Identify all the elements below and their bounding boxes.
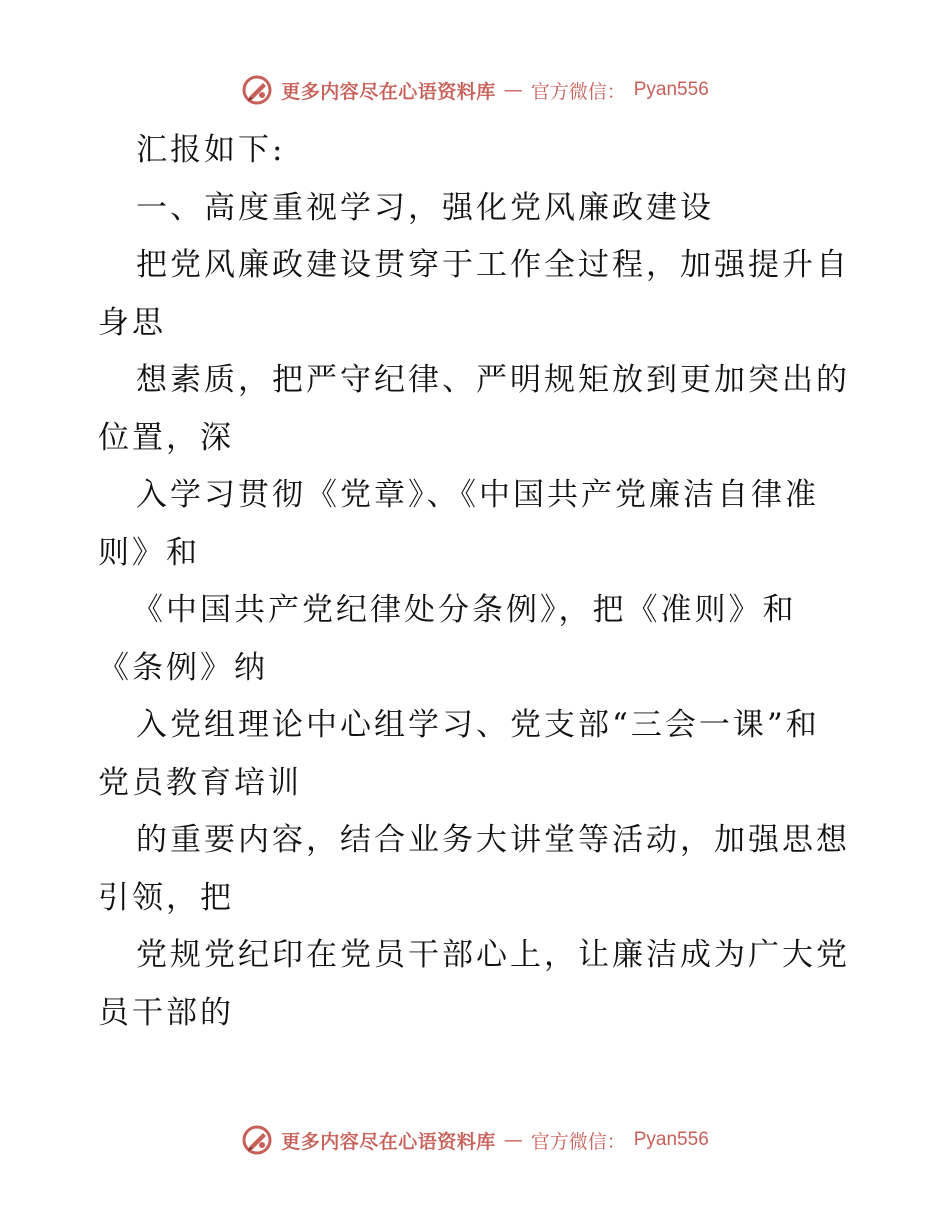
footer-wechat-id: Pyan556: [633, 1129, 709, 1150]
body-line: 《条例》纳: [98, 649, 268, 686]
header-brand-text: 更多内容尽在心语资料库: [281, 80, 496, 103]
body-line: 汇报如下:: [136, 132, 286, 168]
body-line: 《中国共产党纪律处分条例》，把《准则》和: [132, 592, 797, 628]
footer-dash: —: [503, 1129, 523, 1151]
body-line: 想素质，把严守纪律、严明规矩放到更加突出的: [136, 362, 850, 398]
section-heading: 一、高度重视学习，强化党风廉政建设: [136, 189, 714, 226]
header-dash: —: [503, 79, 523, 101]
body-line: 则》和: [98, 534, 200, 571]
header-banner: [0, 70, 950, 110]
footer-banner: [0, 1120, 950, 1160]
footer-brand-text: 更多内容尽在心语资料库: [281, 1130, 496, 1153]
body-line: 党规党纪印在党员干部心上，让廉洁成为广大党: [136, 937, 850, 973]
header-wechat-label: 官方微信：: [530, 80, 626, 103]
pen-logo-icon: [241, 1124, 273, 1156]
body-line: 入党组理论中心组学习、党支部“三会一课”和: [136, 707, 820, 743]
footer-wechat-label: 官方微信：: [530, 1130, 626, 1153]
body-line: 身思: [98, 304, 166, 341]
body-line: 引领，把: [98, 879, 234, 916]
body-line: 党员教育培训: [98, 764, 302, 801]
body-line: 入学习贯彻《党章》、《中国共产党廉洁自律准: [136, 477, 819, 513]
document-body: [98, 122, 858, 1042]
body-line: 位置，深: [98, 419, 234, 456]
body-line: 把党风廉政建设贯穿于工作全过程，加强提升自: [136, 247, 850, 283]
body-line: 员干部的: [98, 994, 234, 1031]
body-line: 的重要内容，结合业务大讲堂等活动，加强思想: [136, 822, 850, 858]
pen-logo-icon: [241, 74, 273, 106]
header-wechat-id: Pyan556: [633, 79, 709, 100]
